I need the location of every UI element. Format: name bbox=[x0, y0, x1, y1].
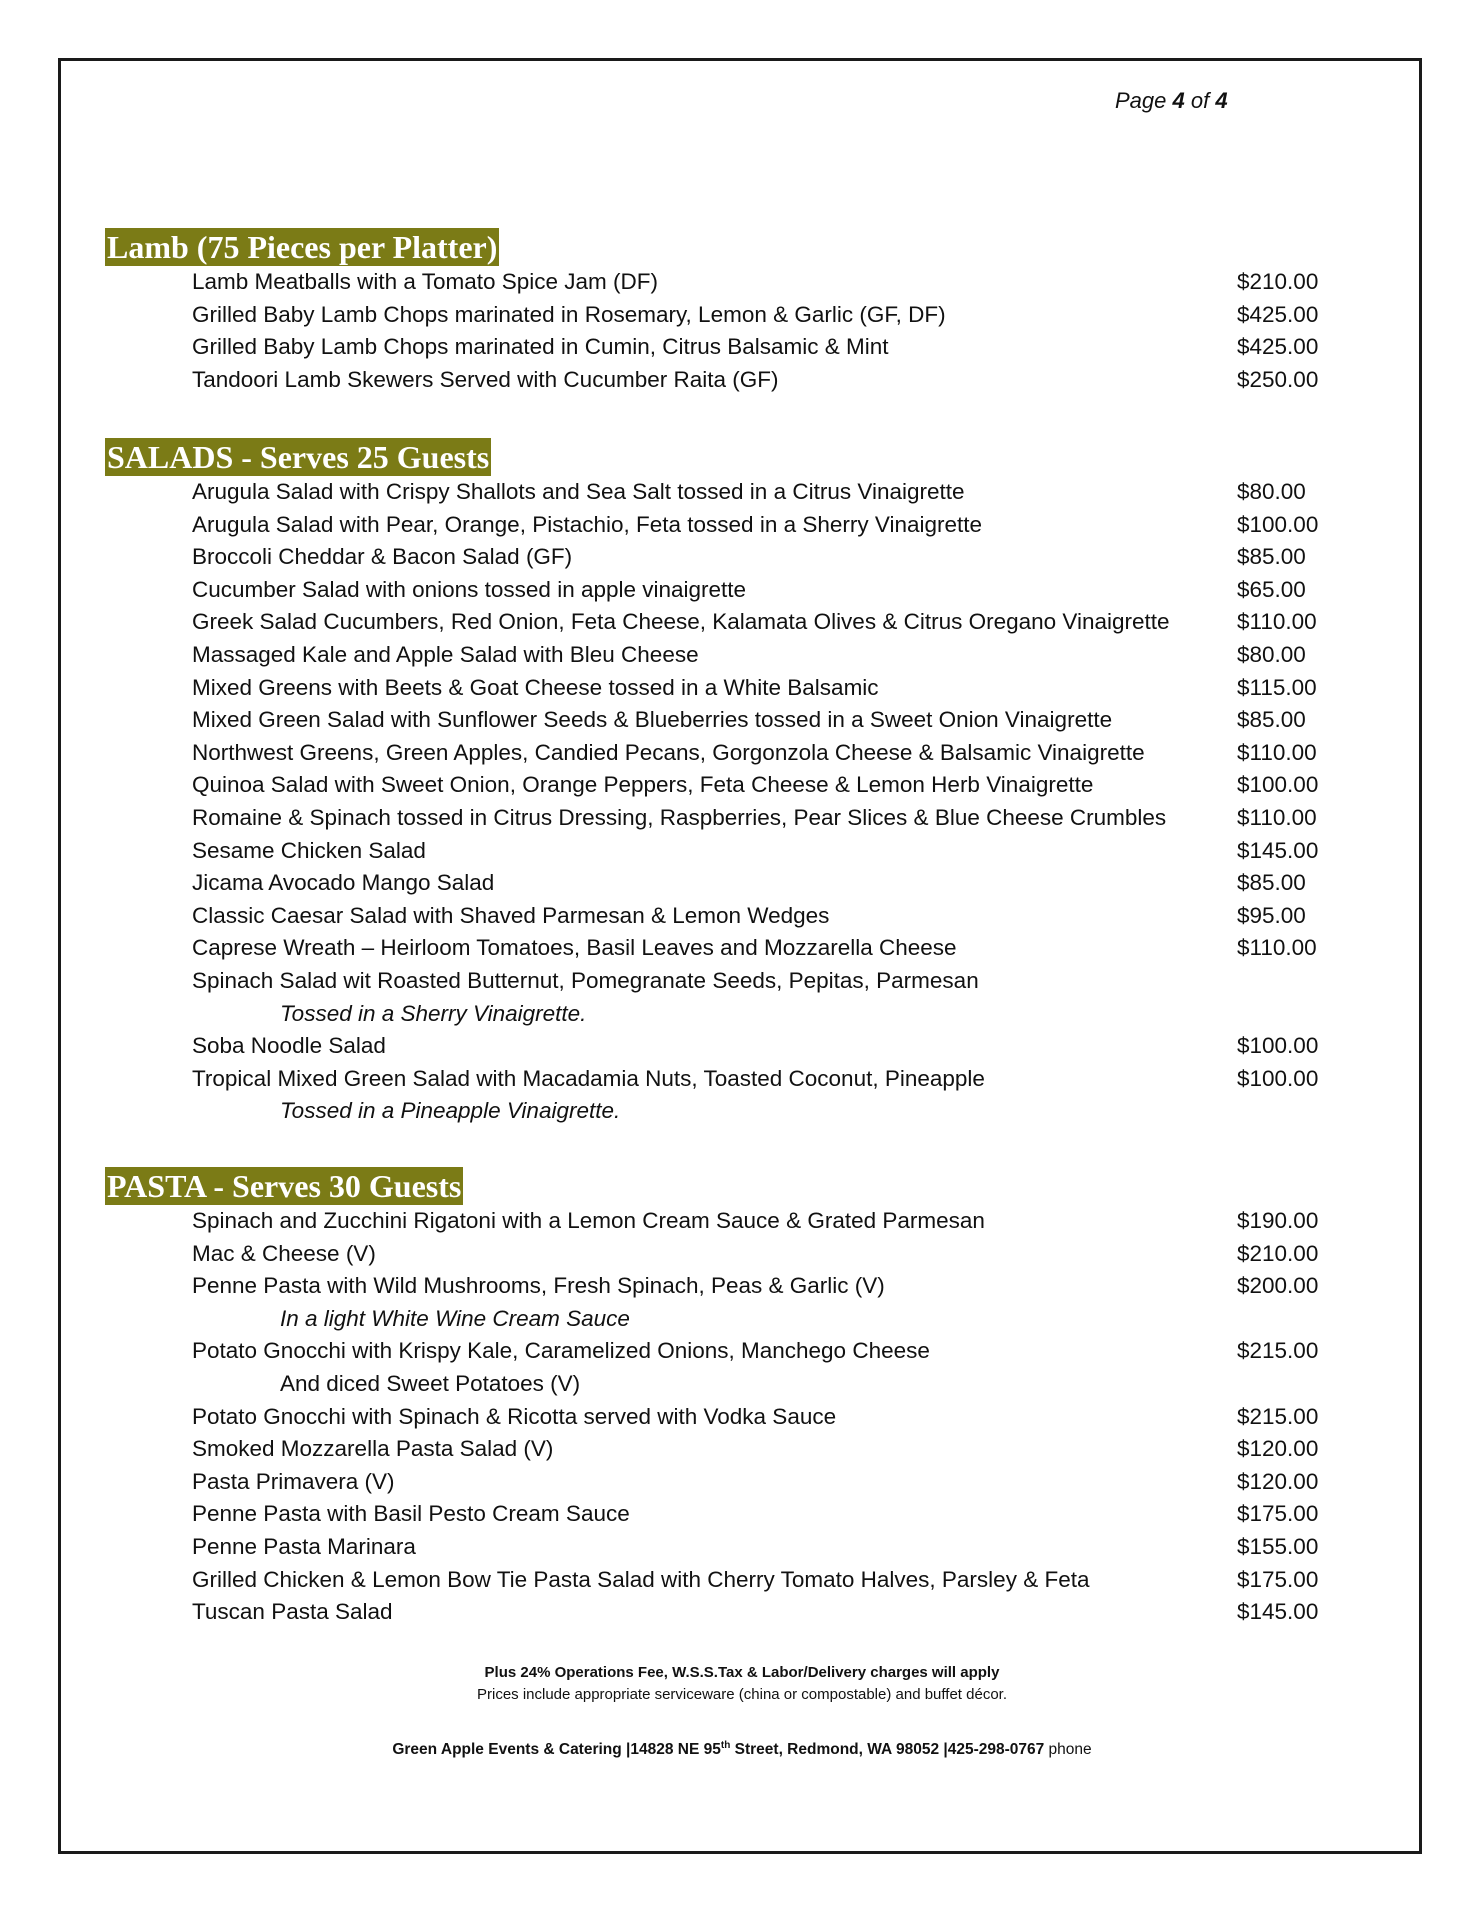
menu-item-name: Tossed in a Sherry Vinaigrette. bbox=[280, 1000, 587, 1026]
menu-item bbox=[105, 299, 1319, 332]
menu-item bbox=[105, 1433, 1319, 1466]
menu-item bbox=[105, 1531, 1319, 1564]
menu-item-price: $155.00 bbox=[1237, 1533, 1319, 1559]
menu-item-name: Soba Noodle Salad bbox=[192, 1033, 386, 1059]
menu-item bbox=[105, 1564, 1319, 1597]
menu-item bbox=[105, 1205, 1319, 1238]
menu-item-price: $175.00 bbox=[1237, 1566, 1319, 1592]
menu-item-price: $210.00 bbox=[1237, 1240, 1319, 1266]
menu-item-name: Penne Pasta with Basil Pesto Cream Sauce bbox=[192, 1501, 630, 1527]
menu-item-price: $145.00 bbox=[1237, 1599, 1319, 1625]
menu-item-price: $100.00 bbox=[1237, 772, 1319, 798]
menu-item-name: Penne Pasta with Wild Mushrooms, Fresh Spinach, Peas & Garlic (V) bbox=[192, 1273, 885, 1299]
menu-item-price: $110.00 bbox=[1237, 935, 1317, 961]
menu-item-price: $80.00 bbox=[1237, 479, 1306, 504]
menu-item-name: Tropical Mixed Green Salad with Macadamia Nuts, Toasted Coconut, Pineapple bbox=[192, 1065, 985, 1091]
menu-item-price: $110.00 bbox=[1237, 609, 1317, 635]
section-heading: PASTA - Serves 30 Guests bbox=[107, 1168, 462, 1204]
menu-item bbox=[105, 932, 1317, 965]
menu-item-name: Mixed Green Salad with Sunflower Seeds & Blueberries tossed in a Sweet Onion Vinaigrette bbox=[192, 707, 1113, 733]
menu-item-price: $215.00 bbox=[1237, 1403, 1319, 1429]
section-heading: Lamb (75 Pieces per Platter) bbox=[107, 229, 498, 265]
menu-item-price: $425.00 bbox=[1237, 334, 1319, 360]
menu-item-name: Penne Pasta Marinara bbox=[192, 1533, 416, 1559]
menu-item-price: $175.00 bbox=[1237, 1501, 1319, 1527]
menu-item-price: $100.00 bbox=[1237, 511, 1319, 537]
page-number: Page 4 of 4 bbox=[1115, 88, 1228, 113]
menu-item-price: $110.00 bbox=[1237, 804, 1317, 830]
menu-item bbox=[105, 541, 1306, 574]
menu-item-name: Grilled Chicken & Lemon Bow Tie Pasta Salad with Cherry Tomato Halves, Parsley & Feta bbox=[192, 1566, 1090, 1592]
menu-item-price: $95.00 bbox=[1237, 902, 1306, 928]
menu-item-name: Potato Gnocchi with Spinach & Ricotta served with Vodka Sauce bbox=[192, 1403, 837, 1429]
menu-item bbox=[105, 867, 1306, 900]
menu-item-price: $250.00 bbox=[1237, 366, 1319, 392]
menu-item bbox=[105, 1270, 1319, 1303]
menu-item-name: Pasta Primavera (V) bbox=[192, 1468, 395, 1494]
menu-item bbox=[105, 266, 1319, 299]
menu-item bbox=[105, 606, 1317, 639]
menu-item bbox=[105, 364, 1319, 397]
menu-item-name: Romaine & Spinach tossed in Citrus Dressing, Raspberries, Pear Slices & Blue Cheese Crumbles bbox=[192, 804, 1167, 830]
menu-item-name: Massaged Kale and Apple Salad with Bleu Cheese bbox=[192, 641, 699, 667]
menu-item-note bbox=[105, 1368, 581, 1401]
menu-item-name: Classic Caesar Salad with Shaved Parmesan & Lemon Wedges bbox=[192, 902, 830, 928]
menu-item-name: Smoked Mozzarella Pasta Salad (V) bbox=[192, 1436, 554, 1462]
serviceware-notice: Prices include appropriate serviceware (china or compostable) and buffet décor. bbox=[476, 1686, 1007, 1703]
menu-item-note bbox=[105, 1303, 630, 1336]
menu-item-name: Quinoa Salad with Sweet Onion, Orange Peppers, Feta Cheese & Lemon Herb Vinaigrette bbox=[192, 772, 1094, 798]
menu-item-name: Caprese Wreath – Heirloom Tomatoes, Basil Leaves and Mozzarella Cheese bbox=[192, 935, 957, 961]
menu-item-price: $85.00 bbox=[1237, 707, 1306, 733]
menu-item-name: Potato Gnocchi with Krispy Kale, Caramelized Onions, Manchego Cheese bbox=[192, 1338, 930, 1364]
fees-notice: Plus 24% Operations Fee, W.S.S.Tax & Labor/Delivery charges will apply bbox=[484, 1664, 1000, 1681]
menu-item-note bbox=[105, 1095, 621, 1128]
menu-item-name: Arugula Salad with Pear, Orange, Pistachio, Feta tossed in a Sherry Vinaigrette bbox=[192, 511, 983, 537]
menu-item-price: $65.00 bbox=[1237, 576, 1306, 602]
menu-item-name: Grilled Baby Lamb Chops marinated in Cumin, Citrus Balsamic & Mint bbox=[192, 334, 889, 360]
menu-item-price: $80.00 bbox=[1237, 641, 1306, 667]
menu-item-name: And diced Sweet Potatoes (V) bbox=[280, 1370, 581, 1396]
menu-item-name: Cucumber Salad with onions tossed in apple vinaigrette bbox=[192, 576, 747, 602]
menu-item bbox=[105, 1498, 1319, 1531]
menu-item-name: Lamb Meatballs with a Tomato Spice Jam (DF) bbox=[192, 269, 659, 294]
menu-item-price: $85.00 bbox=[1237, 544, 1306, 570]
menu-item bbox=[105, 1335, 1319, 1368]
menu-item bbox=[105, 965, 979, 998]
menu-item-price: $120.00 bbox=[1237, 1468, 1319, 1494]
menu-item-price: $100.00 bbox=[1237, 1065, 1319, 1091]
menu-item-name: Grilled Baby Lamb Chops marinated in Rosemary, Lemon & Garlic (GF, DF) bbox=[192, 301, 946, 327]
menu-item-price: $425.00 bbox=[1237, 301, 1319, 327]
menu-item bbox=[105, 1238, 1319, 1271]
menu-item bbox=[105, 1063, 1319, 1096]
menu-item bbox=[105, 1466, 1319, 1499]
section-heading: SALADS - Serves 25 Guests bbox=[107, 439, 490, 475]
menu-item bbox=[105, 1030, 1319, 1063]
menu-item-price: $110.00 bbox=[1237, 739, 1317, 765]
menu-item-price: $210.00 bbox=[1237, 269, 1319, 294]
menu-item-name: Sesame Chicken Salad bbox=[192, 837, 426, 863]
menu-item bbox=[105, 1596, 1319, 1629]
menu-item-name: Jicama Avocado Mango Salad bbox=[192, 870, 495, 896]
menu-item bbox=[105, 835, 1319, 868]
menu-item bbox=[105, 476, 1306, 509]
menu-item bbox=[105, 704, 1306, 737]
menu-item-name: Spinach and Zucchini Rigatoni with a Lemon Cream Sauce & Grated Parmesan bbox=[192, 1208, 985, 1233]
menu-item-name: Arugula Salad with Crispy Shallots and Sea Salt tossed in a Citrus Vinaigrette bbox=[192, 479, 965, 504]
menu-item-name: Broccoli Cheddar & Bacon Salad (GF) bbox=[192, 544, 573, 570]
menu-item-price: $85.00 bbox=[1237, 870, 1306, 896]
menu-item-price: $215.00 bbox=[1237, 1338, 1319, 1364]
menu-item bbox=[105, 639, 1306, 672]
company-footer: Green Apple Events & Catering |14828 NE 95th Street, Redmond, WA 98052 |425-298-0767 phone bbox=[392, 1740, 1092, 1759]
menu-item-price: $190.00 bbox=[1237, 1208, 1319, 1233]
pasta-section bbox=[105, 1167, 1319, 1629]
menu-item-price: $145.00 bbox=[1237, 837, 1319, 863]
menu-item bbox=[105, 802, 1317, 835]
menu-item bbox=[105, 1401, 1319, 1434]
menu-item-name: Spinach Salad wit Roasted Butternut, Pomegranate Seeds, Pepitas, Parmesan bbox=[192, 967, 979, 993]
lamb-section bbox=[105, 228, 1319, 396]
menu-item bbox=[105, 672, 1317, 705]
menu-item bbox=[105, 737, 1317, 770]
menu-item bbox=[105, 574, 1306, 607]
menu-item bbox=[105, 331, 1319, 364]
menu-item bbox=[105, 769, 1319, 802]
menu-item bbox=[105, 509, 1319, 542]
menu-item-note bbox=[105, 998, 587, 1031]
menu-item-price: $120.00 bbox=[1237, 1436, 1319, 1462]
menu-item-price: $115.00 bbox=[1237, 674, 1317, 700]
menu-item-price: $200.00 bbox=[1237, 1273, 1319, 1299]
menu-item-price: $100.00 bbox=[1237, 1033, 1319, 1059]
menu-item-name: Mixed Greens with Beets & Goat Cheese tossed in a White Balsamic bbox=[192, 674, 879, 700]
menu-item-name: Mac & Cheese (V) bbox=[192, 1240, 376, 1266]
menu-item-name: In a light White Wine Cream Sauce bbox=[280, 1305, 630, 1331]
menu-item-name: Tossed in a Pineapple Vinaigrette. bbox=[280, 1098, 621, 1124]
menu-item-name: Tandoori Lamb Skewers Served with Cucumber Raita (GF) bbox=[192, 366, 779, 392]
menu-item-name: Greek Salad Cucumbers, Red Onion, Feta Cheese, Kalamata Olives & Citrus Oregano Vinaigrette bbox=[192, 609, 1170, 635]
menu-item-name: Tuscan Pasta Salad bbox=[192, 1599, 393, 1625]
menu-item-name: Northwest Greens, Green Apples, Candied Pecans, Gorgonzola Cheese & Balsamic Vinaigrette bbox=[192, 739, 1145, 765]
menu-item bbox=[105, 900, 1306, 933]
salads-section bbox=[105, 438, 1319, 1128]
